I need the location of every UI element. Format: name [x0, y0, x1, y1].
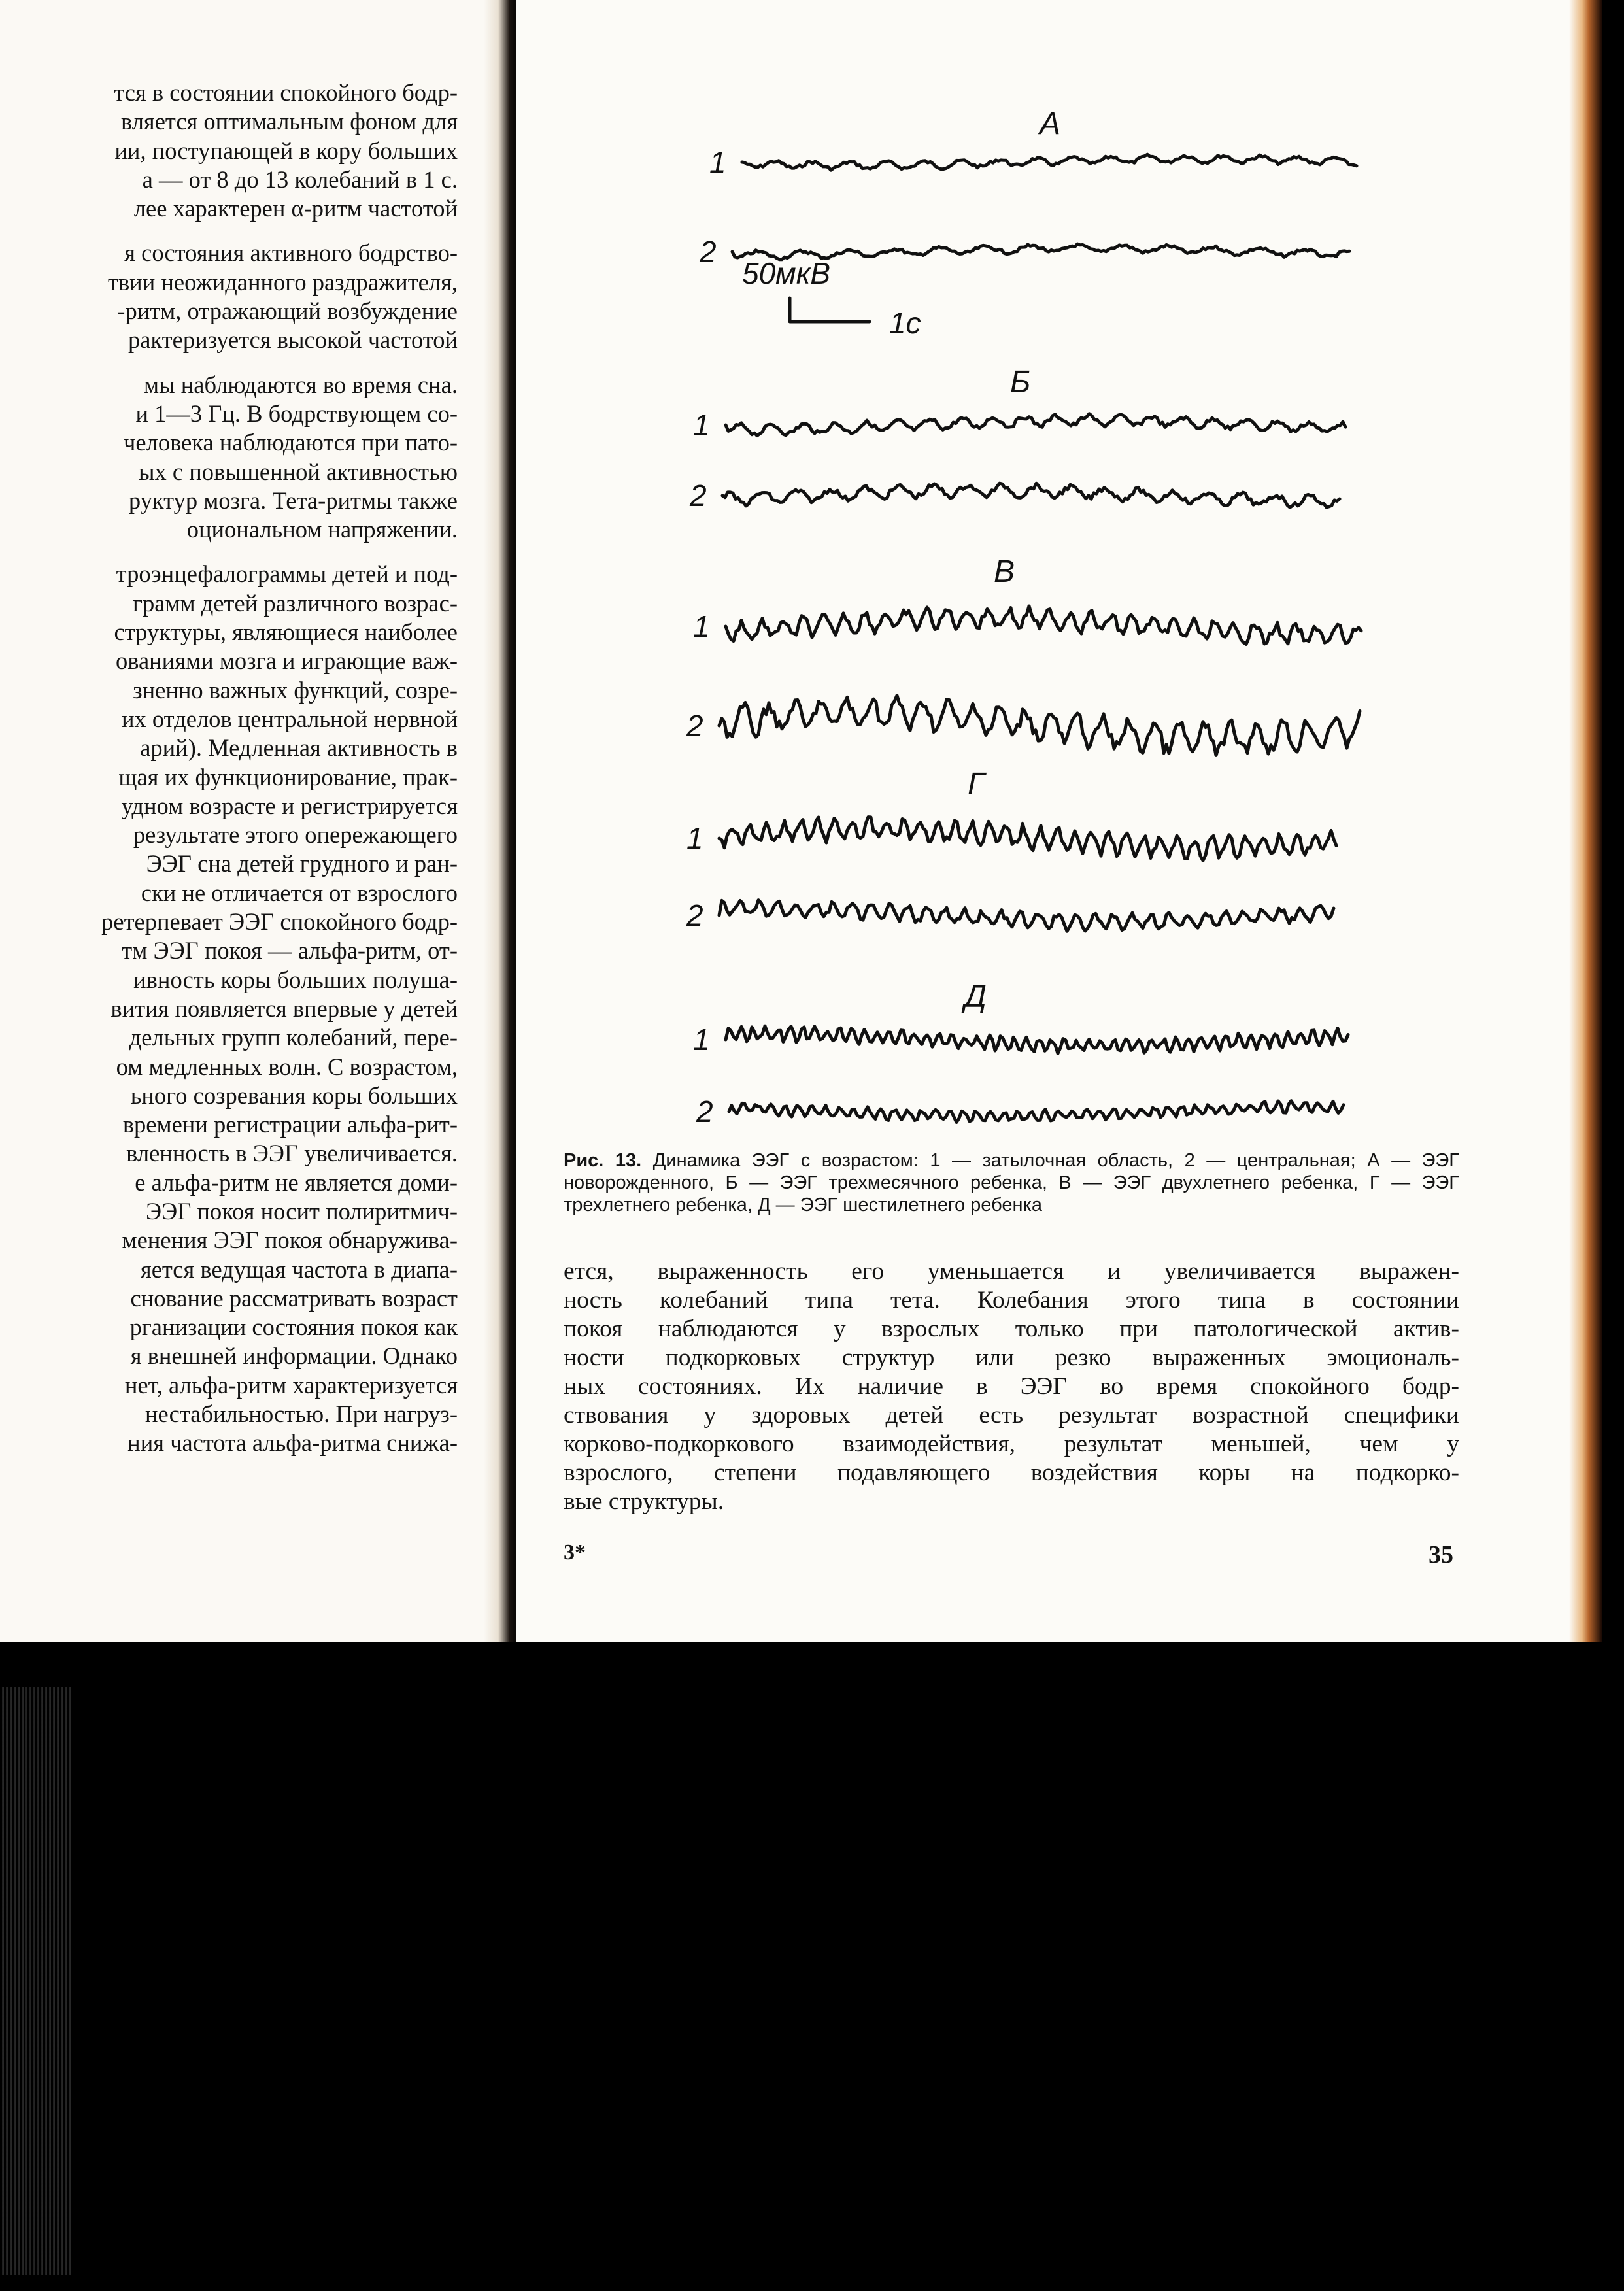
- text-line: вляется оптимальным фоном для: [120, 108, 458, 135]
- text-line: ствования у здоровых детей есть результат возрастной специфики: [564, 1402, 1459, 1429]
- text-line: удном возрасте и регистрируется: [121, 792, 458, 819]
- trace-number: 1: [693, 609, 710, 643]
- text-line: вития появляется впервые у детей: [110, 994, 458, 1022]
- text-line: ом медленных волн. С возрастом,: [116, 1053, 458, 1080]
- eeg-trace: [726, 414, 1345, 436]
- scale-amplitude-label: 50мкВ: [742, 256, 831, 290]
- text-line: вые структуры.: [564, 1488, 724, 1515]
- eeg-trace: [722, 483, 1340, 507]
- caption-text: Динамика ЭЭГ с возрастом: 1 — затылочная область, 2 — центральная; А — ЭЭГ новорожденного, Б — ЭЭГ трехмесячного ребенка, В — ЭЭГ двухлетнего ребенка, Г — ЭЭГ трехлетнего ребенка, Д — ЭЭГ шестилетнего ребенка: [564, 1150, 1459, 1215]
- text-line: нестабильностью. При нагруз-: [145, 1400, 458, 1428]
- text-line: взрослого, степени подавляющего воздействия коры на подкорко-: [564, 1459, 1459, 1486]
- text-line: их отделов центральной нервной: [121, 705, 458, 732]
- panel-label: Г: [968, 767, 985, 802]
- text-line: ЭЭГ сна детей грудного и ран-: [146, 850, 458, 877]
- text-line: ность колебаний типа тета. Колебания этого типа в состоянии: [564, 1287, 1459, 1314]
- text-line: человека наблюдаются при пато-: [124, 429, 458, 456]
- text-line: ется, выраженность его уменьшается и увеличивается выражен-: [564, 1258, 1459, 1285]
- text-line: дельных групп колебаний, пере-: [129, 1024, 458, 1051]
- trace-number: 1: [686, 821, 703, 855]
- text-line: ованиями мозга и играющие важ-: [115, 647, 458, 675]
- panel-label: А: [1040, 107, 1061, 141]
- text-line: ьного созревания коры больших: [130, 1081, 458, 1109]
- right-page-text: [564, 1257, 1459, 1516]
- figure-caption: [564, 1149, 1459, 1216]
- text-line: ретерпевает ЭЭГ спокойного бодр-: [101, 908, 458, 936]
- scale-time-label: 1с: [889, 306, 921, 340]
- text-line: ски не отличается от взрослого: [141, 879, 458, 906]
- text-line: рганизации состояния покоя как: [129, 1314, 458, 1341]
- eeg-trace: [719, 696, 1360, 756]
- text-line: структуры, являющиеся наиболее: [114, 619, 458, 646]
- eeg-trace: [729, 1101, 1344, 1123]
- eeg-trace: [726, 1026, 1348, 1053]
- text-line: менения ЭЭГ покоя обнаружива-: [122, 1227, 458, 1254]
- text-line: лее характерен α-ритм частотой: [133, 195, 458, 222]
- text-line: покоя наблюдаются у взрослых только при патологической актив-: [564, 1315, 1459, 1342]
- text-line: е альфа-ритм не является доми-: [135, 1168, 458, 1196]
- text-line: я состояния активного бодрство-: [124, 239, 458, 267]
- text-line: тся в состоянии спокойного бодр-: [114, 79, 458, 106]
- text-line: ных состояниях. Их наличие в ЭЭГ во время спокойного бодр-: [564, 1373, 1459, 1400]
- text-line: рактеризуется высокой частотой: [127, 326, 458, 354]
- text-line: я внешней информации. Однако: [130, 1342, 458, 1370]
- eeg-trace: [719, 900, 1334, 932]
- text-line: ЭЭГ покоя носит полиритмич-: [146, 1197, 458, 1225]
- text-line: времени регистрации альфа-рит-: [122, 1111, 458, 1138]
- panel-label: В: [994, 554, 1015, 589]
- trace-number: 1: [709, 145, 726, 179]
- trace-number: 2: [690, 479, 707, 513]
- text-line: нет, альфа-ритм характеризуется: [124, 1371, 458, 1399]
- text-line: мы наблюдаются во время сна.: [144, 371, 458, 398]
- panel-label: Д: [964, 979, 987, 1014]
- trace-number: 1: [693, 1023, 710, 1057]
- eeg-trace: [742, 154, 1357, 170]
- eeg-trace: [726, 606, 1361, 645]
- text-line: руктур мозга. Тета-ритмы также: [128, 486, 458, 514]
- signature-mark: 3*: [564, 1540, 586, 1565]
- text-line: ии, поступающей в кору больших: [114, 137, 458, 164]
- text-line: корково-подкоркового взаимодействия, результат меньшей, чем у: [564, 1431, 1459, 1457]
- text-line: результате этого опережающего: [133, 821, 458, 849]
- text-line: -ритм, отражающий возбуждение: [117, 297, 458, 325]
- page-number: 35: [1429, 1541, 1453, 1569]
- text-line: оциональном напряжении.: [186, 516, 458, 543]
- text-line: яется ведущая частота в диапа-: [140, 1255, 458, 1283]
- text-line: ности подкорковых структур или резко выраженных эмоциональ-: [564, 1344, 1459, 1371]
- text-line: ых с повышенной активностью: [139, 458, 458, 485]
- text-line: вленность в ЭЭГ увеличивается.: [126, 1140, 458, 1167]
- text-line: снование рассматривать возраст: [130, 1284, 458, 1312]
- text-line: ния частота альфа-ритма снижа-: [127, 1429, 458, 1457]
- trace-number: 2: [700, 235, 717, 269]
- trace-number: 2: [696, 1095, 713, 1129]
- text-line: и 1—3 Гц. В бодрствующем со-: [135, 399, 458, 427]
- scan-noise: [0, 1687, 72, 2275]
- trace-number: 2: [686, 898, 703, 932]
- text-line: арий). Медленная активность в: [140, 734, 458, 762]
- text-line: грамм детей различного возрас-: [133, 589, 458, 617]
- scale-bar-line: [790, 298, 870, 322]
- text-line: зненно важных функций, созре-: [133, 676, 458, 704]
- eeg-trace: [719, 817, 1336, 861]
- caption-number: Рис. 13.: [564, 1150, 642, 1171]
- panel-label: Б: [1010, 365, 1031, 399]
- scale-bar: [742, 256, 921, 340]
- text-line: тм ЭЭГ покоя — альфа-ритм, от-: [122, 937, 458, 964]
- text-line: троэнцефалограммы детей и под-: [116, 560, 458, 588]
- text-line: твии неожиданного раздражителя,: [108, 268, 458, 296]
- text-line: щая их функционирование, прак-: [118, 763, 458, 790]
- text-line: ивность коры больших полуша-: [133, 966, 458, 993]
- trace-number: 2: [686, 709, 703, 743]
- trace-number: 1: [693, 408, 710, 442]
- text-line: а — от 8 до 13 колебаний в 1 с.: [142, 165, 458, 193]
